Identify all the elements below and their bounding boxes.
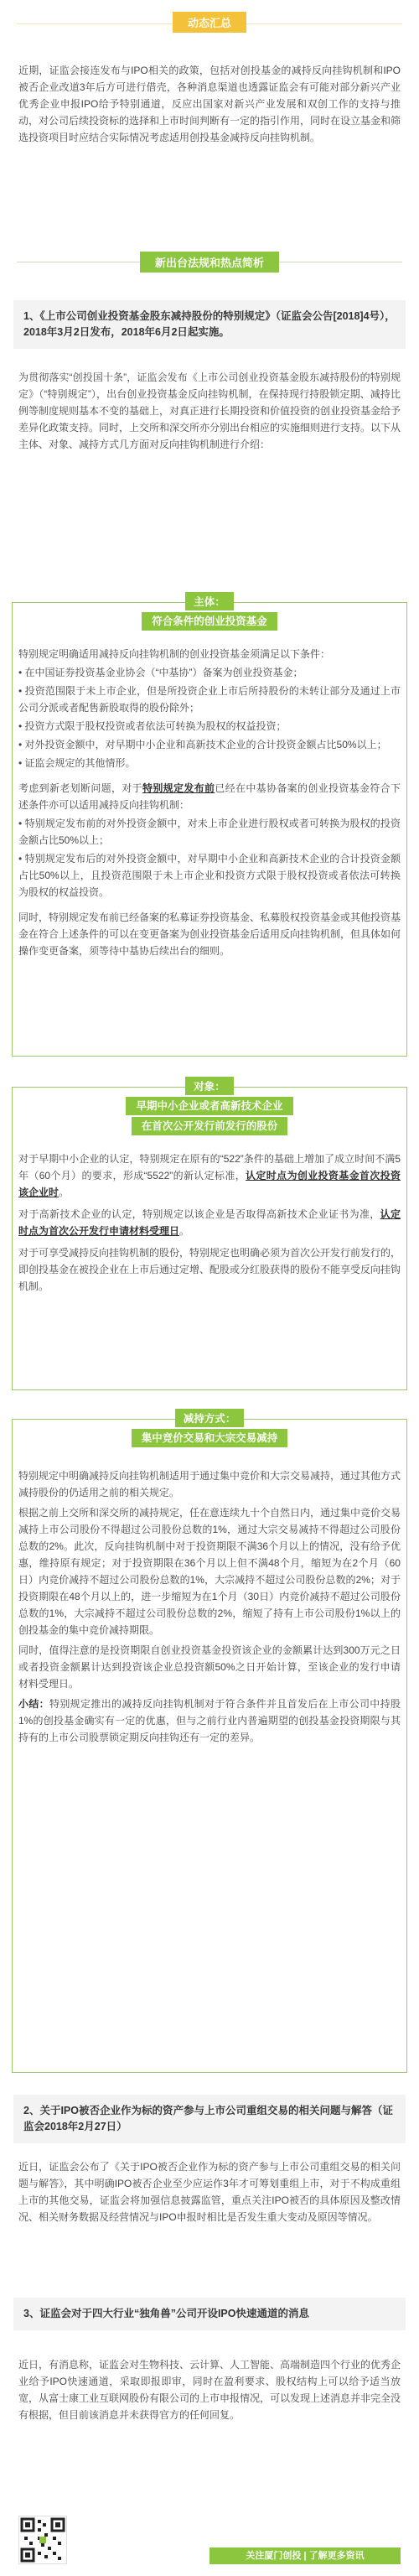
bullet-icon: • (18, 739, 25, 750)
method-summary: 小结：特别规定推出的减持反向挂钩机制对于符合条件并且首发后在上市公司中持股1%的创投基金确实有一定的优惠，但与之前行业内普遍期望的创投基金投资期限与其持有的上市公司股票锁定期反向挂钩还有一定的差异。 (18, 1698, 401, 1743)
method-label: 减持方式： (175, 1409, 245, 1427)
method-paragraph-3: 同时，值得注意的是投资期限自创业投资基金投资该企业的金额累计达到300万元之日或者投资金额累计达到投资该企业总投资额50%之日开始计算，至该企业的发行申请材料受理日。 (18, 1644, 401, 1690)
method-title (0, 1409, 419, 1447)
criteria-item: • 证监会规定的其他情形。 (18, 757, 136, 769)
bullet-icon: • (18, 818, 25, 829)
bullet-icon: • (18, 757, 25, 769)
subject-paragraph-3: 同时，特别规定发布前已经备案的私募证券投资基金、私募股权投资基金或其他投资基金在符合上述条件的可以在变更备案为创业投资基金后适用反向挂钩机制，但具体如何操作变更备案，须等待中基协后续出台的细则。 (18, 911, 401, 957)
object-title (0, 1077, 419, 1135)
subject-label: 主体： (185, 592, 234, 610)
object-paragraph-2: 对于高新技术企业的认定，特别规定以该企业是否取得高新技术企业证书为准，认定时点为首次公开发行申请材料受理日。 (18, 1208, 401, 1237)
object-label: 对象： (185, 1077, 234, 1095)
qr-code-icon[interactable] (18, 2516, 67, 2564)
subject-paragraph-2: 考虑到新老划断问题，对于特别规定发布前已经在中基协备案的创业投资基金符合下述条件亦可以适用减持反向挂钩机制： (18, 782, 401, 811)
footer (0, 2506, 419, 2576)
bullet-icon: • (18, 720, 25, 732)
new-title: 新出台法规和热点简析 (140, 252, 279, 273)
q3-text: 近日，有消息称，证监会对生物科技、云计算、人工智能、高端制造四个行业的优秀企业给予IPO快速通道，采取即报即审，同时在盈利要求、股权结构上可以给予适当放宽，从富士康工业互联网股份有限公司的上市申报情况，可以发现上述消息并非完全没有根据，但目前该消息并未获得官方的任何回复。 (18, 2359, 401, 2421)
method-body (18, 1467, 401, 1746)
question-heading-3: 3、证监会对于四大行业“独角兽”公司开设IPO快速通道的消息 (13, 2298, 406, 2330)
criteria-item: • 投资范围限于未上市企业，但是所投资企业上市后所持股份的未转让部分及通过上市公司分派或者配售新股取得的股份除外； (18, 685, 401, 714)
bullet-icon: • (18, 853, 25, 865)
subject-criteria-list (18, 664, 401, 771)
criteria-item: • 投资方式限于股权投资或者依法可转换为股权的权益投资； (18, 720, 287, 732)
criteria-item: • 对外投资金额中，对早期中小企业和高新技术企业的合计投资金额占比50%以上； (18, 739, 387, 750)
subject-chip: 符合条件的创业投资基金 (142, 612, 277, 631)
criteria-item: • 特别规定发布后的对外投资金额中，对早期中小企业和高新技术企业的合计投资金额占比50%以上，且投资范围限于未上市企业和投资方式限于股权投资或者依法可转换为股权的权益投资。 (18, 853, 401, 898)
section-header-intro (0, 12, 419, 33)
follow-cta[interactable]: 关注厦门创投 | 了解更多资讯 (210, 2547, 401, 2564)
criteria-item: • 在中国证券投资基金业协会（“中基协”）备案为创业投资基金； (18, 667, 303, 678)
q1-intro: 为贯彻落实“创投国十条”，证监会发布《上市公司创业投资基金股东减持股份的特别规定》（“特别规定”），出台创业投资基金反向挂钩机制，在保持现行持股锁定期、减持比例等制度规则基本不变的基础上，对真正进行长期投资和价值投资的创业投资基金给予差异化政策支持。同时，上交所和深交所亦分别出台相应的实施细则进行支持。以下从主体、对象、减持方式几方面对反向挂钩机制进行介绍： (18, 371, 401, 450)
subject-title (0, 592, 419, 631)
subject-underline: 特别规定发布前 (142, 782, 215, 794)
bullet-icon: • (18, 685, 25, 697)
question-heading-1: 1、《上市公司创业投资基金股东减持股份的特别规定》（证监会公告[2018]4号），2018年3月2日发布，2018年6月2日起实施。 (13, 300, 406, 349)
object-chip-2: 在首次公开发行前发行的股份 (132, 1117, 288, 1135)
subject-body (18, 646, 401, 959)
method-paragraph-2: 根据之前上交所和深交所的减持规定，任在意连续九十个自然日内，通过集中竞价交易减持上市公司股份不得超过公司股份总数的1%，通过大宗交易减持不得超过公司股份总数的2%。此次，反向挂钩机制中对于投资期限不满36个月以上的情况，没有给予优惠，维持原有规定；对于投资期限在36个月以上但不满48个月，缩短为在2个月（60日）内竞价减持不超过公司股份总数的1%，大宗减持不超过公司股份总数的2%；对于投资期限在48个月以上的，进一步缩短为在1个月（30日）内竞价减持不超过公司股份总数的1%，大宗减持不超过公司股份总数的2%，缩短了持有上市公司股份1%以上的创投基金的集中竞价减持期限。 (18, 1507, 401, 1636)
object-paragraph-1: 对于早期中小企业的认定，特别规定在原有的“522”条件的基础上增加了成立时间不满5年（60个月）的要求，形成“5522”的新认定标准，认定时点为创业投资基金首次投资该企业时。 (18, 1153, 401, 1198)
subject-lead: 特别规定明确适用减持反向挂钩机制的创业投资基金须满足以下条件： (18, 648, 331, 660)
question-heading-2: 2、关于IPO被否企业作为标的资产参与上市公司重组交易的相关问题与解答（证监会2018年2月27日） (13, 2095, 406, 2143)
bullet-icon: • (18, 667, 25, 678)
intro-text: 近期，证监会接连发布与IPO相关的政策，包括对创投基金的减持反向挂钩机制和IPO被否企业改道3年后方可进行借壳，各种消息渠道也透露证监会有可能对部分新兴产业优秀企业申报IPO给予特别通道，反应出国家对新兴产业发展和双创工作的支持与推动，对公司后续投资标的选择和上市时间判断有一定的指引作用，同时在设立基金和筛选投资项目时应结合实际情况考虑适用创投基金减持反向挂钩机制。 (18, 65, 401, 143)
section-header-new (0, 252, 419, 273)
intro-title: 动态汇总 (173, 12, 246, 33)
method-paragraph-1: 特别规定中明确减持反向挂钩机制适用于通过集中竞价和大宗交易减持，通过其他方式减持股份的仍适用之前的相关规定。 (18, 1470, 401, 1498)
object-paragraph-3: 对于可享受减持反向挂钩机制的股份，特别规定也明确必须为首次公开发行前发行的，即创投基金在被投企业在上市后通过定增、配股或分红股获得的股份不能享受反向挂钩机制。 (18, 1247, 401, 1292)
subject-criteria-list-2 (18, 815, 401, 901)
criteria-item: • 特别规定发布前的对外投资金额中，对未上市企业进行股权或者可转换为股权的投资金额占比50%以上； (18, 818, 401, 846)
object-body (18, 1150, 401, 1295)
object-chip-1: 早期中小企业或者高新技术企业 (126, 1097, 292, 1115)
method-chip: 集中竞价交易和大宗交易减持 (132, 1429, 288, 1447)
q2-text: 近日，证监会公布了《关于IPO被否企业作为标的资产参与上市公司重组交易的相关问题与解答》，其中明确IPO被否企业至少应运作3年才可筹划重组上市，对于不构成重组上市的其他交易，证监会将加强信息披露监管，重点关注IPO被否的具体原因及整改情况、相关财务数据及经营情况与IPO申报时相比是否发生重大变动及原因等情况。 (18, 2161, 401, 2223)
